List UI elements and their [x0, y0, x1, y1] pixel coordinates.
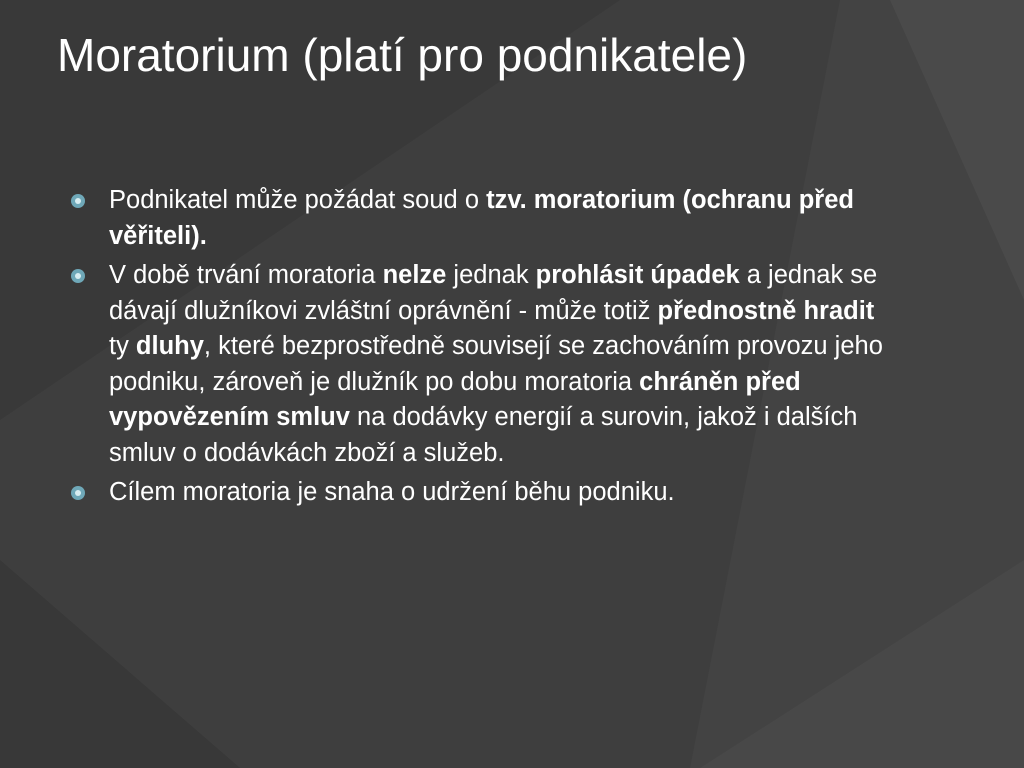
bullet-text — [109, 478, 675, 506]
bold-text-run: přednostně hradit — [657, 296, 875, 325]
text-run: jednak — [446, 261, 536, 289]
bullet-item — [70, 258, 890, 471]
text-run: Podnikatel může požádat soud o — [109, 186, 487, 214]
circle-bullet-icon — [70, 193, 86, 209]
bold-text-run: chráněn před vypovězením smluv — [109, 367, 801, 431]
text-run: Cílem moratoria je snaha o udržení běhu podniku. — [109, 478, 675, 506]
text-run: na dodávky energií a surovin, jakož i dalších smluv o dodávkách zboží a služeb. — [109, 403, 858, 467]
text-run: ty — [109, 332, 136, 360]
text-run: V době trvání moratoria — [109, 261, 383, 289]
bullet-list — [70, 183, 890, 515]
bold-text-run: dluhy — [135, 332, 204, 360]
bold-text-run: tzv. moratorium (ochranu před věřiteli). — [109, 186, 854, 250]
bullet-text — [109, 186, 854, 250]
circle-bullet-icon — [70, 485, 86, 501]
bold-text-run: prohlásit úpadek — [535, 261, 740, 289]
bullet-text — [109, 261, 883, 467]
text-run: , které bezprostředně souvisejí se zachováním provozu jeho podniku, zároveň je dlužník po dobu moratoria — [109, 332, 883, 396]
slide-title: Moratorium (platí pro podnikatele) — [57, 29, 748, 81]
bullet-item — [70, 475, 890, 511]
text-run: a jednak se dávají dlužníkovi zvláštní oprávnění - může totiž — [109, 261, 878, 325]
bullet-item — [70, 183, 890, 254]
circle-bullet-icon — [70, 268, 86, 284]
bold-text-run: nelze — [382, 261, 447, 289]
